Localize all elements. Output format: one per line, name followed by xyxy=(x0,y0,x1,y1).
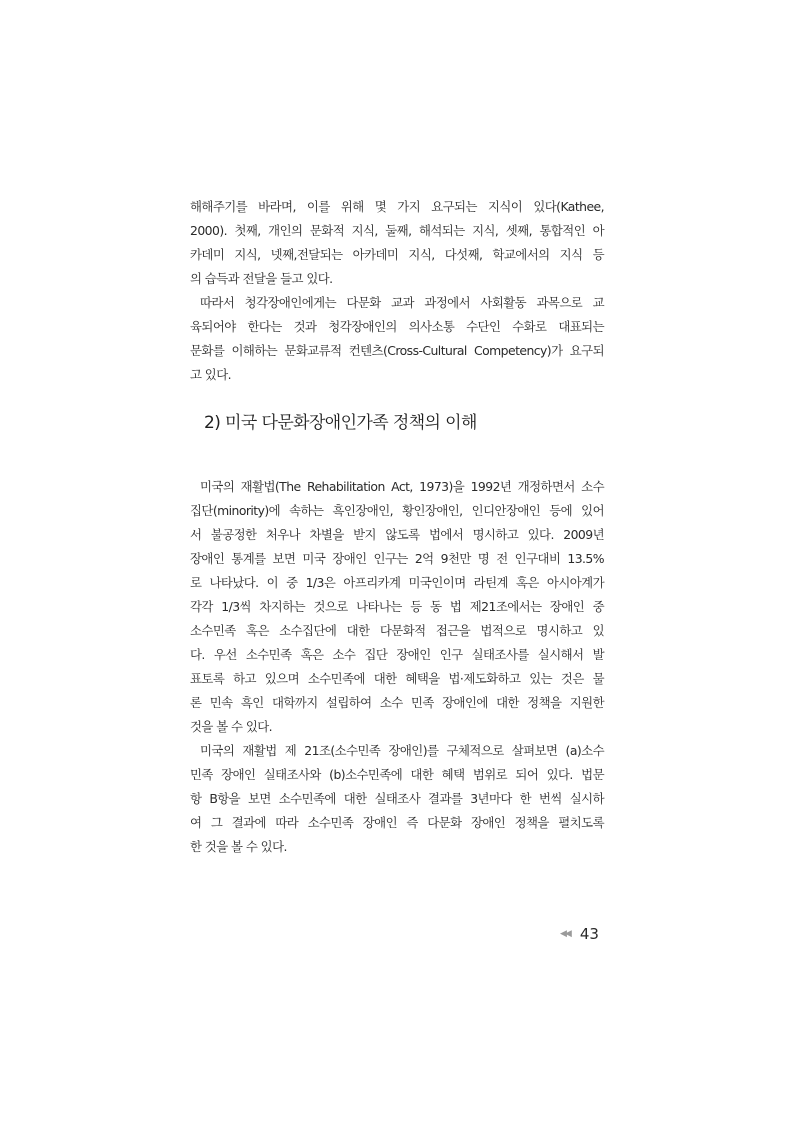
paragraph-3-line: 소수민족 혹은 소수집단에 대한 다문화적 접근을 법적으로 명시하고 있 xyxy=(190,623,604,638)
paragraph-3-line: 것을 볼 수 있다. xyxy=(190,719,273,734)
body-text-upper xyxy=(190,195,604,387)
paragraph-3-line: 장애인 통계를 보면 미국 장애인 인구는 2억 9천만 명 전 인구대비 13.5% xyxy=(190,551,604,566)
paragraph-4-line: 민족 장애인 실태조사와 (b)소수민족에 대한 혜택 범위로 되어 있다. 법문 xyxy=(190,767,604,782)
body-text-lower xyxy=(190,475,604,859)
paragraph-1-line: 2000). 첫째, 개인의 문화적 지식, 둘째, 해석되는 지식, 셋째, 통합적인 아 xyxy=(190,223,604,238)
paragraph-1-line: 카데미 지식, 넷째,전달되는 아카데미 지식, 다섯째, 학교에서의 지식 등 xyxy=(190,247,604,262)
paragraph-1-line: 해해주기를 바라며, 이를 위해 몇 가지 요구되는 지식이 있다(Kathee, xyxy=(190,199,604,214)
paragraph-2-line: 따라서 청각장애인에게는 다문화 교과 과정에서 사회활동 과목으로 교 xyxy=(200,295,604,310)
section-heading: 2) 미국 다문화장애인가족 정책의 이해 xyxy=(204,413,477,433)
paragraph-3-line: 표토록 하고 있으며 소수민족에 대한 혜택을 법·제도화하고 있는 것은 물 xyxy=(190,671,604,686)
paragraph-1-line: 의 습득과 전달을 들고 있다. xyxy=(190,271,333,286)
paragraph-2-line: 문화를 이해하는 문화교류적 컨텐츠(Cross-Cultural Competency)가 요구되 xyxy=(190,343,604,358)
page-number: 43 xyxy=(579,925,599,943)
paragraph-4-line: 여 그 결과에 따라 소수민족 장애인 즉 다문화 장애인 정책을 펼치도록 xyxy=(190,815,604,830)
page-footer xyxy=(560,922,599,946)
paragraph-3-line: 로 나타났다. 이 중 1/3은 아프리카계 미국인이며 라틴계 혹은 아시아계가 xyxy=(190,575,604,590)
paragraph-2-line: 육되어야 한다는 것과 청각장애인의 의사소통 수단인 수화로 대표되는 xyxy=(190,319,604,334)
paragraph-3-line: 각각 1/3씩 차지하는 것으로 나타나는 등 동 법 제21조에서는 장애인 중 xyxy=(190,599,604,614)
double-left-arrow-icon: ◀◀ xyxy=(560,929,570,939)
paragraph-3-line: 미국의 재활법(The Rehabilitation Act, 1973)을 1992년 개정하면서 소수 xyxy=(200,479,604,494)
paragraph-3-line: 론 민속 흑인 대학까지 설립하여 소수 민족 장애인에 대한 정책을 지원한 xyxy=(190,695,604,710)
paragraph-4-line: 미국의 재활법 제 21조(소수민족 장애인)를 구체적으로 살펴보면 (a)소수 xyxy=(200,743,604,758)
paragraph-3-line: 집단(minority)에 속하는 흑인장애인, 황인장애인, 인디안장애인 등에 있어 xyxy=(190,503,604,518)
paragraph-4-line: 항 B항을 보면 소수민족에 대한 실태조사 결과를 3년마다 한 번씩 실시하 xyxy=(190,791,604,806)
paragraph-3-line: 서 불공정한 처우나 차별을 받지 않도록 법에서 명시하고 있다. 2009년 xyxy=(190,527,604,542)
paragraph-3-line: 다. 우선 소수민족 혹은 소수 집단 장애인 인구 실태조사를 실시해서 발 xyxy=(190,647,604,662)
paragraph-4-line: 한 것을 볼 수 있다. xyxy=(190,839,287,854)
paragraph-2-line: 고 있다. xyxy=(190,367,232,382)
